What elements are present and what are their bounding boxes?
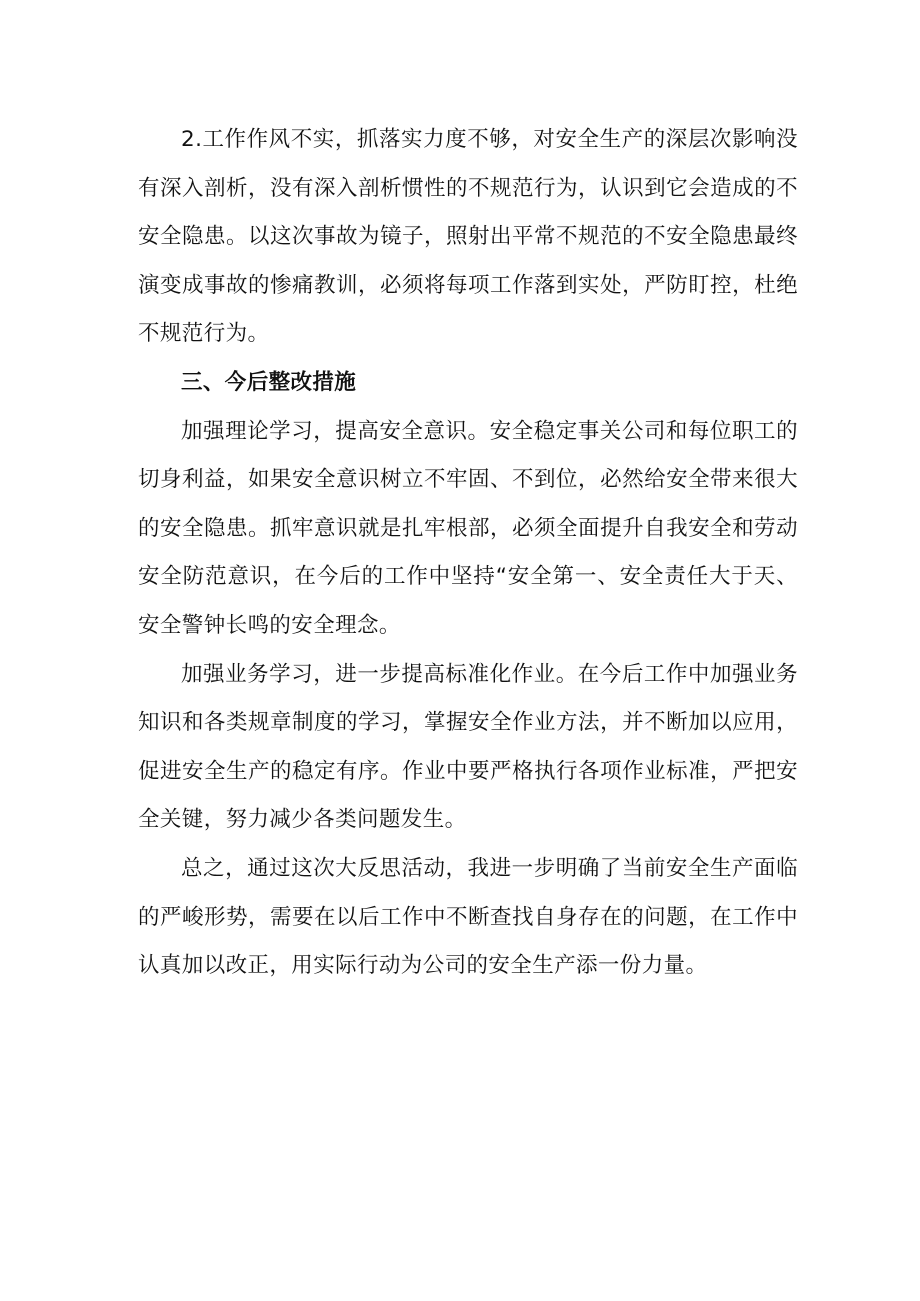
paragraph-theory-study: 加强理论学习，提高安全意识。安全稳定事关公司和每位职工的切身利益，如果安全意识树立不牢固、不到位，必然给安全带来很大的安全隐患。抓牢意识就是扎牢根部，必须全面提升自我安全和劳动安全防范意识，在今后的工作中坚持“安全第一、安全责任大于天、安全警钟长鸣的安全理念。 bbox=[138, 418, 798, 638]
paragraph-conclusion: 总之，通过这次大反思活动，我进一步明确了当前安全生产面临的严峻形势，需要在以后工作中不断查找自身存在的问题，在工作中认真加以改正，用实际行动为公司的安全生产添一份力量。 bbox=[138, 855, 798, 979]
section-heading-rectification-measures: 三、今后整改措施 bbox=[181, 369, 357, 395]
paragraph-work-style: 2.工作作风不实，抓落实力度不够，对安全生产的深层次影响没有深入剖析，没有深入剖析惯性的不规范行为，认识到它会造成的不安全隐患。以这次事故为镜子，照射出平常不规范的不安全隐患最终演变成事故的惨痛教训，必须将每项工作落到实处，严防盯控，杜绝不规范行为。 bbox=[138, 127, 798, 347]
document-body bbox=[138, 116, 798, 991]
paragraph-business-study: 加强业务学习，进一步提高标准化作业。在今后工作中加强业务知识和各类规章制度的学习，掌握安全作业方法，并不断加以应用，促进安全生产的稳定有序。作业中要严格执行各项作业标准，严把安全关键，努力减少各类问题发生。 bbox=[138, 661, 798, 833]
